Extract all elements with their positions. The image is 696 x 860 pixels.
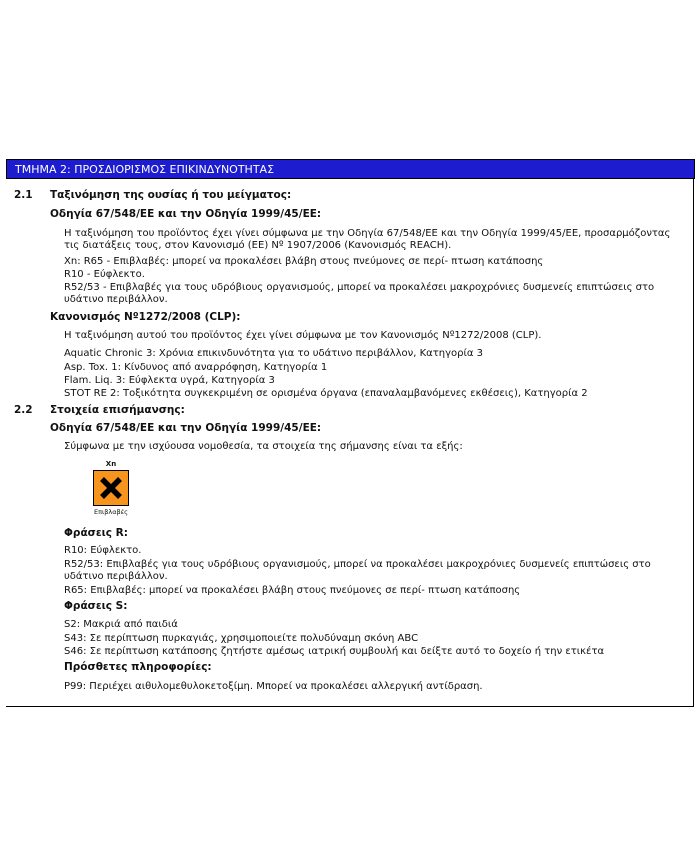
subsection-number: 2.2 (14, 404, 33, 416)
r-phrase: R65: Επιβλαβές: μπορεί να προκαλέσει βλάβη στους πνεύμονες σε περί- πτωση κατάποσης (64, 585, 521, 596)
classification-r10: R10 - Εύφλεκτο. (64, 269, 145, 280)
classification-xn: Xn: R65 - Επιβλαβές: μπορεί να προκαλέσει βλάβη στους πνεύμονες σε περί- πτωση κατάποσης (64, 256, 544, 267)
subsection-title: Στοιχεία επισήμανσης: (50, 404, 185, 416)
classification-r5253: R52/53 - Επιβλαβές για τους υδρόβιους οργανισμούς, μπορεί να προκαλέσει μακροχρόνιες δυσμενείς επιπτώσεις στο υδάτινο περιβάλλον. (64, 282, 655, 305)
clp-item: STOT RE 2: Τοξικότητα συγκεκριμένη σε ορισμένα όργανα (επαναλαμβανόμενες εκθέσεις), Κατηγορία 2 (64, 388, 588, 399)
r-phrase: R52/53: Επιβλαβές για τους υδρόβιους οργανισμούς, μπορεί να προκαλέσει μακροχρόνιες δυσμενείς επιπτώσεις στο υδάτινο περιβάλλον. (64, 559, 651, 582)
pictogram-label: Επιβλαβές (94, 508, 128, 516)
directive-heading: Οδηγία 67/548/ΕΕ και την Οδηγία 1999/45/ΕΕ: (50, 422, 322, 434)
directive-text: Η ταξινόμηση του προϊόντος έχει γίνει σύμφωνα με την Οδηγία 67/548/ΕΕ και την Οδηγία 1999/45/ΕΕ, προσαρμόζοντας τις διατάξεις τους, στον Κανονισμό (ΕΕ) Nº 1907/2006 (Κανονισμός REACH). (64, 228, 671, 251)
additional-info-item: P99: Περιέχει αιθυλομεθυλοκετοξίμη. Μπορεί να προκαλέσει αλλεργική αντίδραση. (64, 681, 483, 692)
clp-item: Flam. Liq. 3: Εύφλεκτα υγρά, Κατηγορία 3 (64, 375, 275, 386)
bottom-border (6, 706, 694, 707)
s-phrase: S46: Σε περίπτωση κατάποσης ζητήστε αμέσως ιατρική συμβουλή και δείξτε αυτό το δοχείο ή την ετικέτα (64, 646, 605, 657)
clp-heading: Κανονισμός Nº1272/2008 (CLP): (50, 311, 241, 323)
section-header (6, 159, 695, 179)
labelling-intro: Σύμφωνα με την ισχύουσα νομοθεσία, τα στοιχεία της σήμανσης είναι τα εξής: (64, 441, 463, 452)
r-phrases-heading: Φράσεις R: (64, 527, 128, 539)
clp-item: Aquatic Chronic 3: Χρόνια επικινδυνότητα για το υδάτινο περιβάλλον, Κατηγορία 3 (64, 348, 483, 359)
harmful-cross-icon (93, 470, 129, 506)
s-phrase: S43: Σε περίπτωση πυρκαγιάς, χρησιμοποιείτε πολυδύναμη σκόνη ABC (64, 633, 419, 644)
clp-item: Asp. Tox. 1: Κίνδυνος από αναρρόφηση, Κατηγορία 1 (64, 362, 328, 373)
section-title: ΤΜΗΜΑ 2: ΠΡΟΣΔΙΟΡΙΣΜΟΣ ΕΠΙΚΙΝΔΥΝΟΤΗΤΑΣ (15, 163, 275, 176)
additional-info-heading: Πρόσθετες πληροφορίες: (64, 661, 212, 673)
directive-heading: Οδηγία 67/548/ΕΕ και την Οδηγία 1999/45/ΕΕ: (50, 208, 322, 220)
s-phrases-heading: Φράσεις S: (64, 600, 128, 612)
subsection-number: 2.1 (14, 189, 33, 201)
clp-text: Η ταξινόμηση αυτού του προϊόντος έχει γίνει σύμφωνα με τον Κανονισμός Nº1272/2008 (CLP). (64, 330, 542, 341)
right-border (693, 179, 694, 707)
pictogram-code: Xn (105, 460, 117, 468)
hazard-pictogram (88, 460, 134, 520)
r-phrase: R10: Εύφλεκτο. (64, 545, 142, 556)
subsection-title: Ταξινόμηση της ουσίας ή του μείγματος: (50, 189, 292, 201)
s-phrase: S2: Μακριά από παιδιά (64, 619, 178, 630)
